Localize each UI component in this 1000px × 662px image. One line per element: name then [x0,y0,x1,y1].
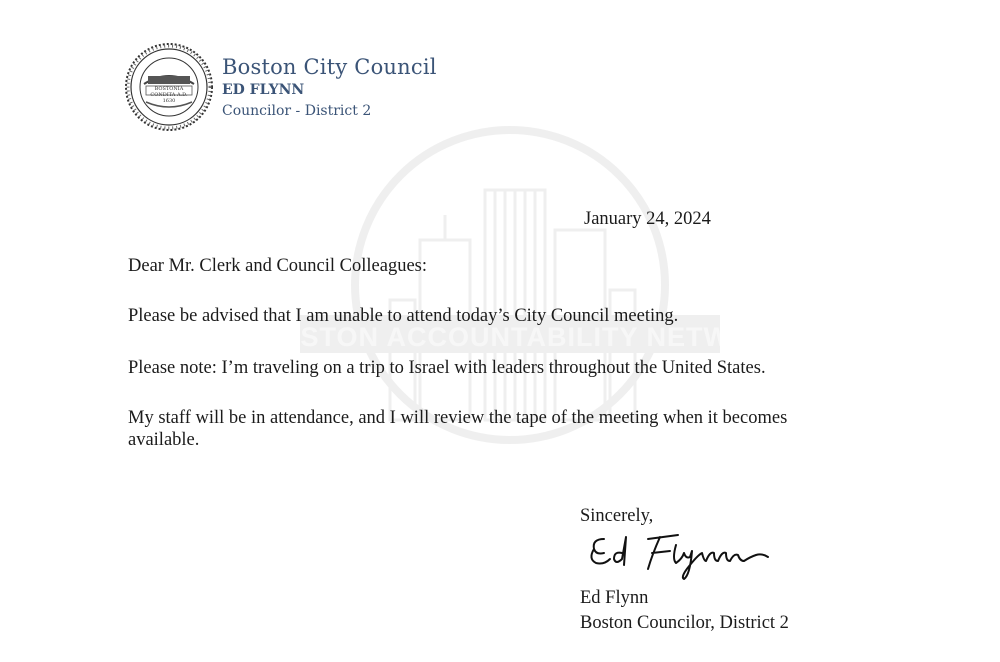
salutation: Dear Mr. Clerk and Council Colleagues: [128,256,428,276]
letter-date: January 24, 2024 [584,209,711,229]
paragraph-2: Please note: I’m traveling on a trip to Israel with leaders throughout the United States. [128,358,766,378]
councilor-name: ED FLYNN [222,82,305,98]
signature-icon [586,525,786,581]
letterhead [222,54,437,122]
paragraph-3: My staff will be in attendance, and I will review the tape of the meeting when it becomes available. [128,408,788,450]
watermark-text: BOSTON ACCOUNTABILITY NETWORK [258,322,793,352]
paragraph-1: Please be advised that I am unable to attend today’s City Council meeting. [128,306,679,326]
organization-name: Boston City Council [222,55,437,79]
closing: Sincerely, [580,506,654,526]
signer-title: Boston Councilor, District 2 [580,613,789,633]
skyline-watermark-icon [300,120,720,450]
seal-text: BOSTONIA CONDITA A.D. 1630 [150,86,188,104]
signer-name: Ed Flynn [580,588,649,608]
councilor-title: Councilor - District 2 [222,103,372,119]
